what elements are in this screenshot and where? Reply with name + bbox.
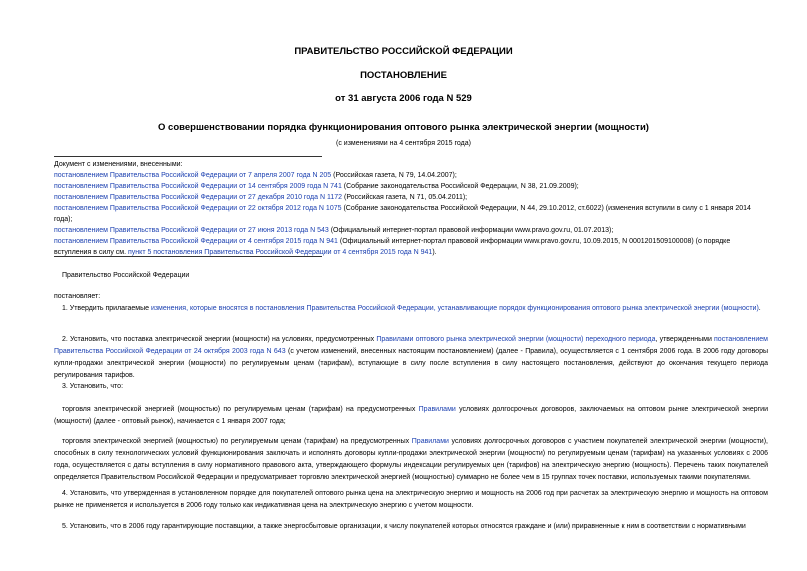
p2-text-b: , утвержденными — [655, 336, 715, 343]
gov-line — [54, 270, 768, 282]
amendment-source: (Собрание законодательства Российской Федерации, N 38, 21.09.2009); — [341, 183, 579, 190]
p3a-text: торговля электрической энергией (мощностью) по регулируемым ценам (тарифам) на предусмотренных — [62, 406, 419, 413]
amendment-source: (Российская газета, N 71, 05.04.2011); — [342, 194, 468, 201]
document-type: ПОСТАНОВЛЕНИЕ — [360, 70, 447, 81]
p2-rules-link[interactable]: Правилами оптового рынка электрической энергии (мощности) переходного периода — [376, 336, 656, 343]
amendment-source: (Официальный интернет-портал правовой информации www.pravo.gov.ru, 10.09.2015, N 0001201509100008) (о порядке вступления в силу см. — [54, 238, 731, 256]
amendment-link[interactable]: постановлением Правительства Российской Федерации от 22 октября 2012 года N 1075 — [54, 205, 342, 212]
amendment-link[interactable]: постановлением Правительства Российской Федерации от 4 сентября 2015 года N 941 — [54, 238, 338, 245]
amendment-link[interactable]: постановлением Правительства Российской Федерации от 14 сентября 2009 года N 741 — [54, 183, 342, 190]
amendment-source: (Официальный интернет-портал правовой информации www.pravo.gov.ru, 01.07.2013); — [328, 227, 614, 234]
p2-text: 2. Установить, что поставка электрической энергии (мощности) на условиях, предусмотренных — [62, 336, 377, 343]
paragraph-3 — [54, 381, 768, 393]
amendment-item — [54, 236, 768, 258]
p4-text: 4. Установить, что утвержденная в установленном порядке для покупателей оптового рынка цена на электрическую энергию и мощность на 2006 год при расчетах за электрическую энергию и мощность на оптовом рынке не применяется и используется в 2006 году только как индикативная цена на электрическую энергию с учетом мощности. — [54, 490, 768, 509]
p2-text-c: (с учетом изменений, внесенных настоящим постановлением) (далее - Правила), осуществляется с 1 сентября 2006 года. В 2006 году договоры купли-продажи электрической энергии (мощности) по регулируемым ценам (тарифам), вступающие в силу после вступления в силу настоящего постановления, действуют до окончания текущего периода регулирования тарифов. — [54, 348, 768, 379]
p3a-text-b: условиях долгосрочных договоров, заключаемых на оптовом рынке электрической энергии (мощности) (далее - оптовый рынок), начинается с 1 января 2007 года; — [54, 406, 768, 425]
amendment-item — [54, 192, 768, 203]
amendments-intro: Документ с изменениями, внесенными: — [54, 161, 183, 168]
paragraph-5 — [54, 521, 768, 533]
document-title: О совершенствовании порядка функционирования оптового рынка электрической энергии (мощности) — [158, 122, 649, 133]
top-divider — [54, 156, 322, 157]
decrees-label: постановляет: — [54, 293, 101, 300]
amendment-item — [54, 181, 768, 192]
p3b-text: торговля электрической энергией (мощностью) по регулируемым ценам (тарифам) на предусмотренных — [62, 438, 412, 445]
paragraph-1 — [54, 303, 768, 315]
paragraph-3a — [54, 404, 768, 428]
government-label: Правительство Российской Федерации — [62, 272, 190, 279]
amendment-source: (Собрание законодательства Российской Федерации, N 44, 29.10.2012, ст.6022) (изменения вступили в силу с 1 января 2014 года); — [54, 205, 751, 223]
p2-decree-link[interactable]: постановлением Правительства Российской Федерации от 24 октября 2003 года N 643 — [54, 336, 768, 355]
paragraph-4 — [54, 488, 768, 512]
amendment-link[interactable]: пункт 5 постановления Правительства Российской Федерации от 4 сентября 2015 года N 941 — [128, 249, 433, 256]
paragraph-3b — [54, 436, 768, 484]
amendment-source: ). — [432, 249, 437, 256]
p5-text: 5. Установить, что в 2006 году гарантирующие поставщики, а также энергосбытовые организации, к числу покупателей которых относятся граждане и (или) приравненные к ним в соответствии с нормативными — [62, 523, 746, 530]
paragraph-2 — [54, 334, 768, 382]
decrees-block — [54, 291, 768, 315]
p3b-rules-link[interactable]: Правилами — [411, 438, 449, 445]
government-name: ПРАВИТЕЛЬСТВО РОССИЙСКОЙ ФЕДЕРАЦИИ — [294, 46, 513, 57]
amendments-block — [54, 159, 768, 258]
amendment-link[interactable]: постановлением Правительства Российской Федерации от 27 июня 2013 года N 543 — [54, 227, 329, 234]
document-date: от 31 августа 2006 года N 529 — [335, 93, 472, 104]
changes-note: (с изменениями на 4 сентября 2015 года) — [336, 140, 471, 147]
p1-end: . — [758, 305, 761, 312]
amendment-item — [54, 170, 768, 181]
amendment-item — [54, 203, 768, 225]
amendment-link[interactable]: постановлением Правительства Российской Федерации от 7 апреля 2007 года N 205 — [54, 172, 332, 179]
p3a-rules-link[interactable]: Правилами — [418, 406, 456, 413]
bottom-divider — [54, 256, 322, 257]
p1-text: 1. Утвердить прилагаемые — [62, 305, 151, 312]
amendment-link[interactable]: постановлением Правительства Российской Федерации от 27 декабря 2010 года N 1172 — [54, 194, 343, 201]
p1-link[interactable]: изменения, которые вносятся в постановления Правительства Российской Федерации, устанавливающие порядок функционирования оптового рынка электрической энергии (мощности) — [150, 305, 759, 312]
amendment-item — [54, 225, 768, 236]
amendment-source: (Российская газета, N 79, 14.04.2007); — [331, 172, 457, 179]
p3b-text-b: условиях долгосрочных договоров с участием покупателей электрической энергии (мощности), способных в силу технологических условий функционирования заключать и исполнять договоры купли-продажи электрической энергии (мощности) по регулируемым ценам (тарифам) на указанных условиях с 2006 года, осуществляется с даты вступления в силу нормативного правового акта, утверждающего формулы индексации регулируемых цен (тарифов) на электрическую энергию (мощность). Перечень таких покупателей определяется Правительством Российской Федерации и предусматривает торговлю электрической энергией (мощностью) суммарно не более чем в 15 группах точек поставки, используемых такими покупателями. — [54, 438, 768, 481]
p3-text: 3. Установить, что: — [62, 383, 124, 390]
